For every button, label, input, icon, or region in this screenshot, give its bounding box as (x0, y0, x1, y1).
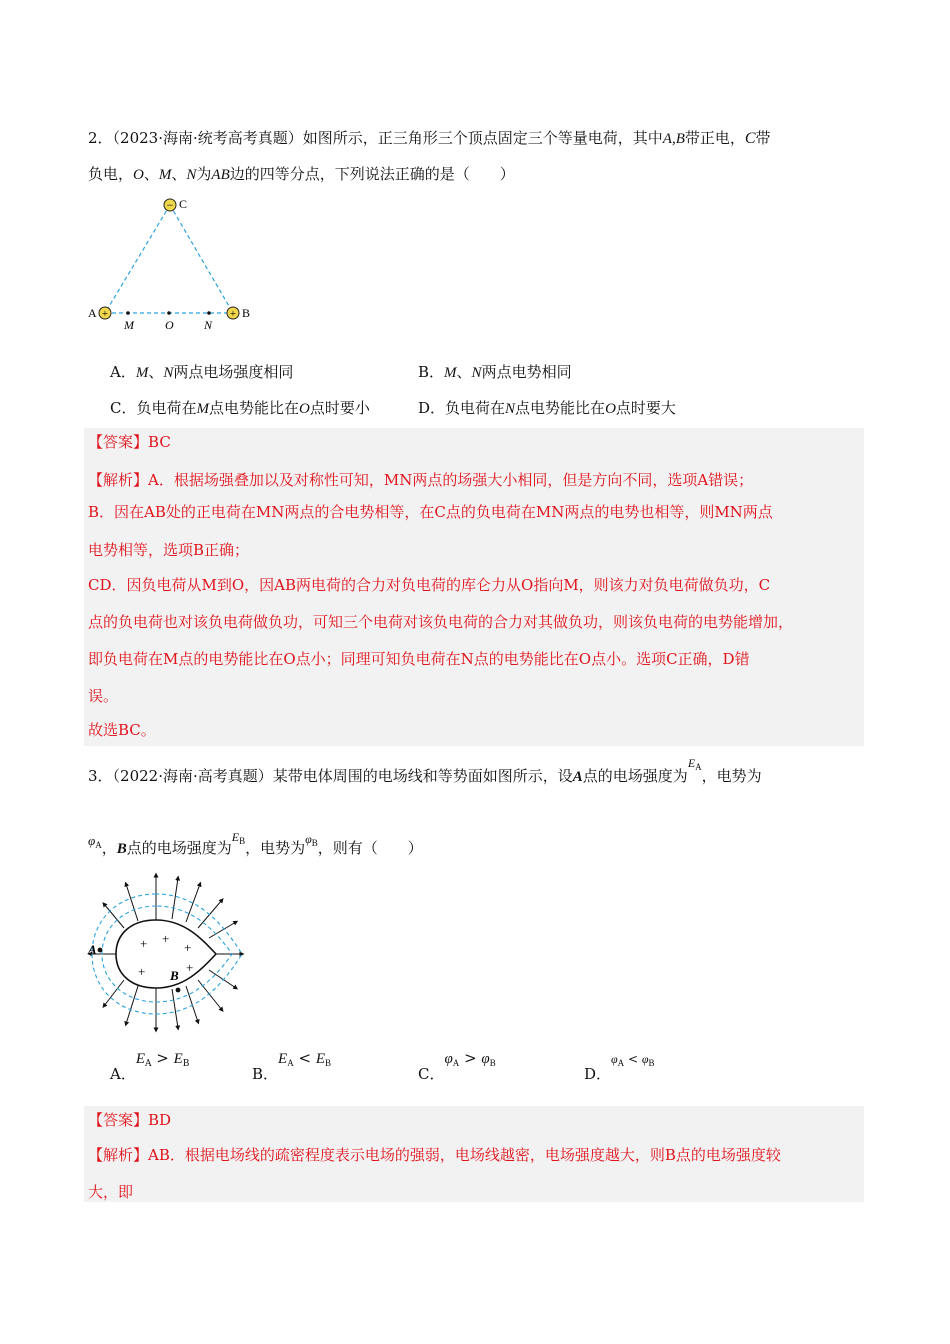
q3-symbol-phi: φ (88, 833, 96, 848)
q3-var-a: A (572, 769, 583, 785)
q3-option-symbol: φ (444, 1051, 453, 1067)
q3-option-symbol: E (278, 1051, 288, 1067)
q3-point-a (98, 948, 103, 953)
analysis-label: 【解析】 (88, 471, 149, 489)
option-text: 点时要大 (615, 399, 676, 417)
q3-analysis-line: 大，即 (88, 1183, 134, 1201)
q2-label-a: A (88, 306, 97, 320)
q3-option-d[interactable] (584, 1048, 655, 1083)
q2-stem-text: 带正电， (684, 129, 745, 147)
q3-sub: A (287, 1058, 294, 1068)
option-label: D． (584, 1065, 612, 1083)
q3-var-b: B (116, 841, 127, 857)
q2-var-m: M (158, 167, 172, 183)
q3-point-b (176, 988, 181, 993)
q3-option-symbol: E (173, 1051, 183, 1067)
q2-source: （2023·海南·统考高考真题） (112, 129, 303, 147)
q3-option-symbol: φ (611, 1052, 618, 1066)
answer-label: 【答案】 (88, 433, 149, 451)
q3-option-symbol: E (135, 1051, 146, 1067)
q2-var-n: N (163, 365, 174, 381)
analysis-text: AB．根据电场线的疏密程度表示电场的强弱，电场线越密，电场强度越大，则B点的电场强度较 (148, 1146, 781, 1164)
q3-answer-line (88, 1110, 171, 1130)
q3-sub: A (695, 762, 702, 772)
q2-sep: 、 (148, 363, 164, 381)
q3-plus-sign: + (140, 936, 148, 951)
option-label: B． (418, 363, 445, 381)
q2-analysis-line: 故选BC。 (88, 721, 156, 739)
q3-option-symbol: φ (641, 1052, 649, 1066)
q3-stem-text: ，电势为 (701, 767, 762, 785)
q3-stem-line1 (88, 756, 762, 791)
q3-sub: A (145, 1059, 152, 1069)
option-text: C．负电荷在 (110, 399, 197, 417)
q2-side-bc (170, 205, 233, 313)
option-text: D．负电荷在 (418, 399, 506, 417)
q2-analysis-line: 点的负电荷也对该负电荷做负功，可知三个电荷对该负电荷的合力对其做负功，则该负电荷的电势能增加， (88, 613, 794, 631)
analysis-label: 【解析】 (88, 1146, 149, 1164)
q3-option-symbol: φ (481, 1051, 490, 1067)
q2-stem-text: 边的四等分点，下列说法正确的是（ ） (229, 165, 515, 183)
q3-sub: A (95, 840, 102, 850)
q2-side-ac (105, 205, 170, 313)
q2-triangle-figure (84, 193, 264, 333)
q3-symbol-e: E (231, 830, 240, 844)
q2-label-m: M (124, 318, 134, 332)
q2-var-ab: A,B (662, 131, 685, 147)
q2-stem-text: 带 (755, 129, 771, 147)
q3-symbol-phi: φ (305, 832, 312, 846)
q3-plus-sign: + (138, 964, 146, 979)
q3-option-c[interactable] (418, 1048, 496, 1083)
q3-option-b[interactable] (252, 1048, 331, 1083)
option-text: 两点电场强度相同 (173, 363, 294, 381)
q3-sub: B (182, 1059, 190, 1069)
q2-analysis-line: CD．因负电荷从M到O，因AB两电荷的合力对负电荷的库仑力从O指向M，则该力对负电荷做负功，C (88, 576, 771, 594)
option-label: B． (252, 1065, 279, 1083)
q2-point-o (167, 311, 171, 315)
q2-stem-text: 负电， (88, 165, 134, 183)
q2-var-o: O (299, 401, 310, 417)
q3-symbol-e: E (687, 756, 696, 770)
q2-analysis-line (88, 470, 753, 490)
q3-stem-line2 (88, 830, 423, 863)
q2-sign-pos: + (101, 308, 109, 320)
q2-stem-text: 为 (196, 165, 212, 183)
q3-option-symbol: E (315, 1051, 325, 1067)
q3-stem-text: 点的电场强度为 (582, 767, 688, 785)
q3-sub: B (311, 838, 318, 848)
q2-analysis-line: 电势相等，选项B正确； (88, 541, 250, 559)
q3-plus-sign: + (162, 931, 170, 946)
q2-var-m: M (135, 365, 149, 381)
q2-sign-neg: − (166, 198, 174, 212)
q2-analysis-line: B．因在AB处的正电荷在MN两点的合电势相等，在C点的负电荷在MN两点的电势也相等，则MN两点 (88, 503, 773, 521)
q3-sub: B (489, 1058, 496, 1068)
q2-var-n: N (471, 365, 482, 381)
q2-stem-text: 如图所示，正三角形三个顶点固定三个等量电荷，其中 (302, 129, 663, 147)
q2-var-n: N (505, 401, 516, 417)
q2-analysis-line: 即负电荷在M点的电势能比在O点小；同理可知负电荷在N点的电势能比在O点小。选项C正确，D错 (88, 650, 750, 668)
q2-option-b[interactable] (418, 362, 572, 383)
q3-source: （2022·海南·高考真题） (112, 767, 273, 785)
q2-analysis-line: 误。 (88, 687, 119, 705)
q2-sep: 、 (143, 165, 159, 183)
q2-label-c: C (179, 197, 188, 211)
q2-stem-line1 (88, 128, 771, 149)
q2-stem-line2 (88, 164, 515, 185)
q2-var-c: C (744, 130, 756, 147)
q3-sub: B (648, 1058, 655, 1068)
q2-var-n: N (186, 167, 197, 183)
q3-stem-text: ，则有（ ） (317, 839, 423, 857)
q2-sign-pos: + (229, 308, 237, 320)
q2-var-o: O (133, 167, 144, 183)
q3-sub: A (452, 1058, 460, 1068)
q2-var-m: M (444, 365, 457, 381)
q3-analysis-line (88, 1145, 781, 1165)
q2-point-n (207, 311, 211, 315)
q3-sub: A (617, 1058, 625, 1068)
q3-stem-text: 点的电场强度为 (126, 839, 232, 857)
q3-operator: < (624, 1052, 642, 1066)
q2-option-a[interactable] (110, 362, 293, 383)
q3-label-b: B (170, 968, 179, 983)
option-label: C． (418, 1065, 445, 1083)
analysis-text: A．根据场强叠加以及对称性可知，MN两点的场强大小相同，但是方向不同，选项A错误； (148, 471, 754, 489)
q3-stem-text: 某带电体周围的电场线和等势面如图所示，设 (272, 767, 573, 785)
q3-plus-sign: + (186, 960, 194, 975)
q3-stem-text: ， (101, 839, 117, 857)
q3-label-a: A (88, 942, 97, 957)
option-text: 两点电势相同 (481, 363, 572, 381)
q2-var-m: M (196, 401, 209, 417)
q2-label-o: O (165, 318, 174, 332)
q2-point-m (126, 311, 130, 315)
option-label: A． (110, 363, 136, 381)
q2-var-ab: AB (211, 167, 230, 183)
q3-sub: B (239, 836, 246, 846)
q2-sep: 、 (171, 165, 187, 183)
answer-value: BC (148, 433, 171, 451)
q3-plus-sign: + (184, 940, 192, 955)
q2-sep: 、 (456, 363, 472, 381)
q3-option-a[interactable] (110, 1048, 190, 1083)
option-text: 点时要小 (309, 399, 370, 417)
q2-number: 2． (88, 129, 113, 147)
answer-label: 【答案】 (88, 1111, 149, 1129)
option-text: 点电势能比在 (208, 399, 299, 417)
q2-answer-line (88, 432, 171, 452)
answer-value: BD (148, 1111, 172, 1129)
q3-operator: > (459, 1049, 482, 1067)
q2-option-d[interactable] (418, 398, 676, 419)
q2-label-n: N (204, 318, 213, 332)
q2-option-c[interactable] (110, 398, 370, 419)
q2-label-b: B (242, 306, 251, 320)
q3-number: 3． (88, 767, 113, 785)
q2-var-o: O (605, 401, 616, 417)
option-label: A． (110, 1065, 136, 1083)
q3-operator: > (151, 1049, 174, 1067)
q3-stem-text: ，电势为 (245, 839, 306, 857)
q3-field-figure (86, 870, 246, 1035)
option-text: 点电势能比在 (515, 399, 606, 417)
q3-operator: < (293, 1049, 316, 1067)
q3-sub: B (324, 1058, 331, 1068)
